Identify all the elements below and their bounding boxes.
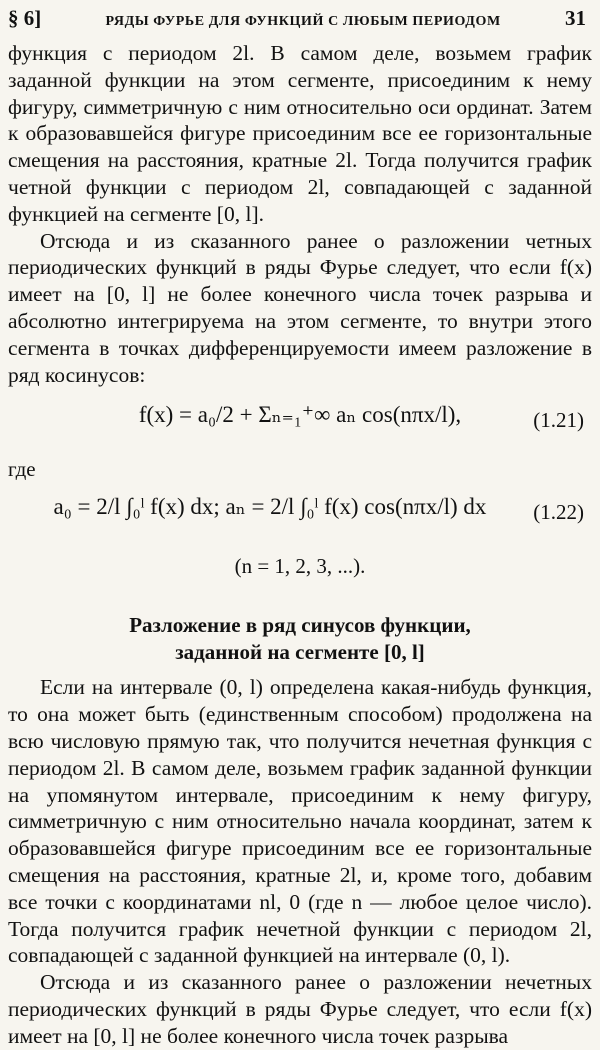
running-title: РЯДЫ ФУРЬЕ ДЛЯ ФУНКЦИЙ С ЛЮБЫМ ПЕРИОДОМ bbox=[105, 14, 501, 29]
equation-number-1-21: (1.21) bbox=[533, 408, 584, 433]
section-heading-line-2: заданной на сегменте [0, l] bbox=[175, 640, 425, 665]
paragraph-2: Отсюда и из сказанного ранее о разложении четных периодических функций в ряды Фурье следует, что если f(x) имеет на [0, l] не более конечного числа точек разрыва и абсолютно интегрируема на этом сегменте, то внутри этого сегмента в точках дифференцируемости имеем разложение в ряд косинусов: bbox=[8, 228, 592, 387]
section-number: § 6] bbox=[8, 6, 42, 30]
paragraph-1: функция с периодом 2l. В самом деле, возьмем график заданной функции на этом сегменте, присоединим к нему фигуру, симметричную с ним относительно оси ординат. Затем к образовавшейся фигуре присоединим все ее горизонтальные смещения на расстояния, кратные 2l. Тогда получится график четной функции с периодом 2l, совпадающей с заданной функцией на сегменте [0, l]. bbox=[8, 41, 592, 226]
formula-1-21 bbox=[8, 388, 592, 458]
equation-number-1-22: (1.22) bbox=[533, 500, 584, 525]
where-label: где bbox=[8, 457, 36, 482]
paragraph-4: Отсюда и из сказанного ранее о разложении нечетных периодических функций в ряды Фурье следует, что если f(x) имеет на [0, l] не более конечного числа точек разрыва bbox=[8, 970, 592, 1048]
formula-1-21-body: f(x) = a₀/2 + Σₙ₌₁⁺∞ aₙ cos(nπx/l), bbox=[138, 402, 462, 428]
section-heading-line-1: Разложение в ряд синусов функции, bbox=[129, 613, 471, 638]
paragraph-3: Если на интервале (0, l) определена какая-нибудь функция, то она может быть (единственным способом) продолжена на всю числовую прямую так, что получится нечетная функция с периодом 2l. В самом деле, возьмем график заданной функции на упомянутом интервале, присоединим к нему фигуру, симметричную с ним относительно начала координат, затем к образовавшейся фигуре присоединим все ее горизонтальные смещения на расстояния, кратные 2l, и, кроме того, добавим все точки с координатами nl, 0 (где n — любое целое число). Тогда получится график нечетной функции с периодом 2l, совпадающей с заданной функцией на интервале (0, l). bbox=[8, 675, 592, 968]
n-range: (n = 1, 2, 3, ...). bbox=[234, 554, 366, 579]
section-heading bbox=[8, 612, 592, 666]
formula-1-22 bbox=[8, 480, 592, 550]
page-body bbox=[8, 40, 592, 1050]
running-header bbox=[8, 6, 586, 32]
formula-1-22-body: a₀ = 2/l ∫₀ˡ f(x) dx; aₙ = 2/l ∫₀ˡ f(x) cos(nπx/l) dx bbox=[53, 494, 487, 520]
page-number: 31 bbox=[564, 6, 586, 30]
